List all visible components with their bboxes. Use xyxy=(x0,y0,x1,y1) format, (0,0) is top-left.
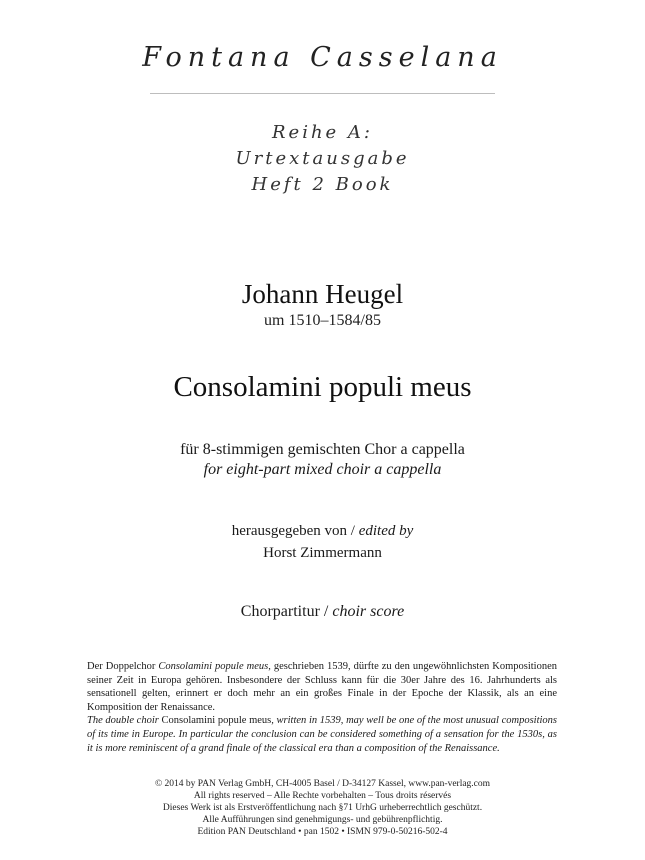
score-type xyxy=(0,603,645,621)
desc-en-text-rest: , written in 1539, may well be one of the most unusual compositions of its time in Europe. In particular the conclusion can be considered something of a sensation for the 1530s, as it is more reminiscent of a grand finale of the classical era than a composition of the Renaissance. xyxy=(87,715,557,754)
colophon-line: Alle Aufführungen sind genehmigungs- und gebührenpflichtig. xyxy=(202,815,443,825)
header-divider xyxy=(150,93,495,94)
composer-name: Johann Heugel xyxy=(241,279,404,309)
description-english xyxy=(87,714,557,755)
scoring-german: für 8-stimmigen gemischten Chor a cappella xyxy=(180,441,465,458)
editor-name: Horst Zimmermann xyxy=(263,545,382,561)
series-title: Fontana Casselana xyxy=(142,42,503,73)
series-line: Heft 2 Book xyxy=(251,174,394,195)
desc-de-text: Der Doppelchor xyxy=(87,661,159,672)
colophon xyxy=(0,778,645,838)
desc-en-title: Consolamini popule meus xyxy=(161,715,272,727)
desc-de-text-rest: , geschrieben 1539, dürfte zu den ungewöhnlichsten Kompositionen seiner Zeit in Europa gehören. Insbesondere der Schluss kann für die 30er Jahre des 16. Jahrhunderts als sensationell gelten, erinnert er doch mehr an ein großes Finale in der Epoche der Klassik, als an eine Komposition der Renaissance. xyxy=(87,661,558,713)
colophon-line: Dieses Werk ist als Erstveröffentlichung nach §71 UrhG urheberrechtlich geschützt. xyxy=(162,803,483,813)
composer-dates: um 1510–1584/85 xyxy=(264,312,381,329)
scoring xyxy=(0,440,645,480)
work-description xyxy=(87,660,557,755)
work-title: Consolamini populi meus xyxy=(173,371,472,403)
scoring-english: for eight-part mixed choir a cappella xyxy=(203,461,442,478)
editor-label-german: herausgegeben von / xyxy=(231,523,359,539)
colophon-line: © 2014 by PAN Verlag GmbH, CH-4005 Basel / D-34127 Kassel, www.pan-verlag.com xyxy=(154,779,491,789)
desc-en-text: The double choir xyxy=(87,715,162,727)
editor-label-english: edited by xyxy=(358,523,414,539)
series-line: Reihe A: xyxy=(272,122,373,143)
colophon-line: Edition PAN Deutschland • pan 1502 • ISMN 979-0-50216-502-4 xyxy=(197,827,448,837)
description-german xyxy=(87,660,557,714)
score-type-german: Chorpartitur / xyxy=(240,603,333,620)
editor-credit xyxy=(0,520,645,564)
series-line: Urtextausgabe xyxy=(235,148,410,169)
series-info xyxy=(0,120,645,198)
desc-de-title: Consolamini popule meus xyxy=(158,661,269,672)
score-type-english: choir score xyxy=(332,603,405,620)
colophon-line: All rights reserved – Alle Rechte vorbehalten – Tous droits réservés xyxy=(193,791,452,801)
